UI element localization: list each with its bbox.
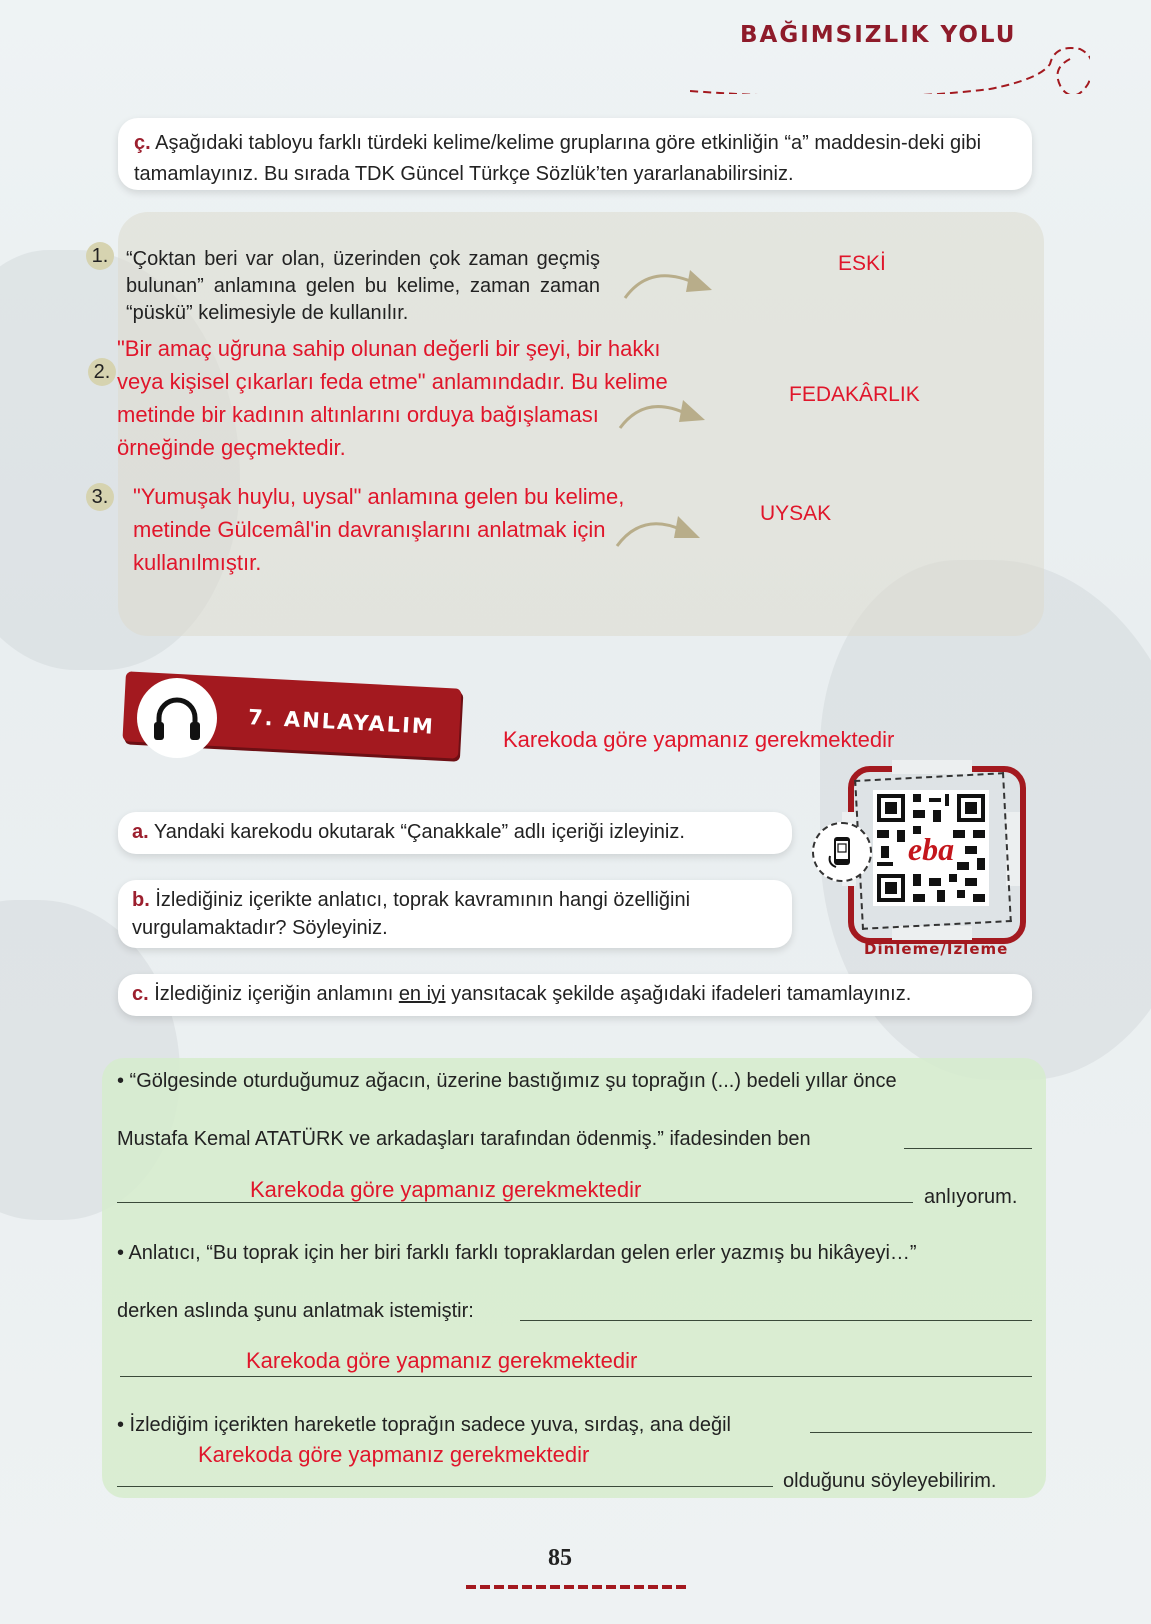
definition-text: "Bir amaç uğruna sahip olunan değerli bir şeyi, bir hakkı veya kişisel çıkarları feda etme" anlamındadır. Bu kelime metinde bir kadının altınlarını orduya bağışlaması örneğinde geçmektedir. <box>117 336 668 460</box>
prompt-text: derken aslında şunu anlatmak istemiştir: <box>117 1300 474 1322</box>
phone-scan-icon <box>824 834 860 870</box>
question-letter: b. <box>132 889 150 911</box>
answer-text: ESKİ <box>838 252 886 275</box>
definition-text: “Çoktan beri var olan, üzerinden çok zaman geçmiş bulunan” anlamına gelen bu kelime, zaman zaman “püskü” kelimesiyle de kullanılır. <box>126 248 600 324</box>
question-text: yansıtacak şekilde aşağıdaki ifadeleri tamamlayınız. <box>445 983 912 1005</box>
page-number-underline <box>466 1585 686 1589</box>
answer-blank[interactable] <box>520 1320 1032 1321</box>
prompt-text: anlıyorum. <box>924 1186 1018 1208</box>
number-badge: 2. <box>88 358 116 386</box>
headphones-icon <box>149 690 205 746</box>
answer-blank[interactable] <box>117 1202 913 1203</box>
dashed-loop-decoration <box>690 14 1090 94</box>
prompt-text: olduğunu söyleyebilirim. <box>783 1470 997 1492</box>
item-letter: ç. <box>134 132 151 154</box>
question-text: İzlediğiniz içeriğin anlamını <box>154 983 399 1005</box>
frame-gap <box>892 926 972 940</box>
number-badge: 1. <box>86 242 114 270</box>
question-letter: c. <box>132 983 149 1005</box>
qr-note: Karekoda göre yapmanız gerekmektedir <box>503 727 895 752</box>
emphasis-text: en iyi <box>398 983 446 1005</box>
question-b <box>118 880 792 948</box>
answer-blank[interactable] <box>904 1148 1032 1149</box>
section-title: 7. ANLAYALIM <box>247 705 436 739</box>
chapter-title: BAĞIMSIZLIK YOLU <box>740 22 1017 48</box>
frame-gap <box>892 760 972 774</box>
question-text: Yandaki karekodu okutarak “Çanakkale” adlı içeriği izleyiniz. <box>153 821 685 843</box>
answer-text: UYSAK <box>760 502 832 525</box>
question-a <box>118 812 792 854</box>
eba-logo: eba <box>907 831 955 867</box>
prompt-text: Mustafa Kemal ATATÜRK ve arkadaşları tarafından ödenmiş.” ifadesinden ben <box>117 1128 811 1150</box>
arrow-icon <box>620 258 720 308</box>
question-c <box>118 974 1032 1016</box>
instruction-text: Aşağıdaki tabloyu farklı türdeki kelime/kelime gruplarına göre etkinliğin “a” maddesin-deki gibi tamamlayınız. Bu sırada TDK Güncel Türkçe Sözlük’ten yararlanabilirsiniz. <box>134 132 982 185</box>
number-badge: 3. <box>86 483 114 511</box>
prompt-text: • “Gölgesinde oturduğumuz ağacın, üzerine bastığımız şu toprağın (...) bedeli yıllar önce <box>117 1070 897 1092</box>
answer-text: FEDAKÂRLIK <box>789 383 920 406</box>
answer-text: Karekoda göre yapmanız gerekmektedir <box>250 1177 642 1202</box>
question-text: İzlediğiniz içerikte anlatıcı, toprak kavramının hangi özelliğini vurgulamaktadır? Söyleyiniz. <box>132 889 691 939</box>
scan-phone-badge <box>812 822 872 882</box>
question-letter: a. <box>132 821 149 843</box>
qr-code[interactable] <box>873 790 989 906</box>
qr-caption: Dinleme/İzleme <box>864 940 1009 958</box>
instruction-box <box>118 118 1032 190</box>
answer-blank[interactable] <box>120 1376 1032 1377</box>
answer-blank[interactable] <box>117 1486 773 1487</box>
answer-blank[interactable] <box>810 1432 1032 1433</box>
arrow-icon <box>612 508 712 558</box>
prompt-text: • İzlediğim içerikten hareketle toprağın sadece yuva, sırdaş, ana değil <box>117 1414 732 1436</box>
headphone-badge <box>137 678 217 758</box>
arrow-icon <box>615 386 715 436</box>
definition-text: "Yumuşak huylu, uysal" anlamına gelen bu kelime, metinde Gülcemâl'in davranışlarını anlatmak için kullanılmıştır. <box>133 484 625 575</box>
prompt-text: • Anlatıcı, “Bu toprak için her biri farklı farklı topraklardan gelen erler yazmış bu hikâyeyi…” <box>117 1242 917 1264</box>
page-number: 85 <box>548 1545 572 1571</box>
answer-text: Karekoda göre yapmanız gerekmektedir <box>198 1442 590 1467</box>
answer-text: Karekoda göre yapmanız gerekmektedir <box>246 1348 638 1373</box>
